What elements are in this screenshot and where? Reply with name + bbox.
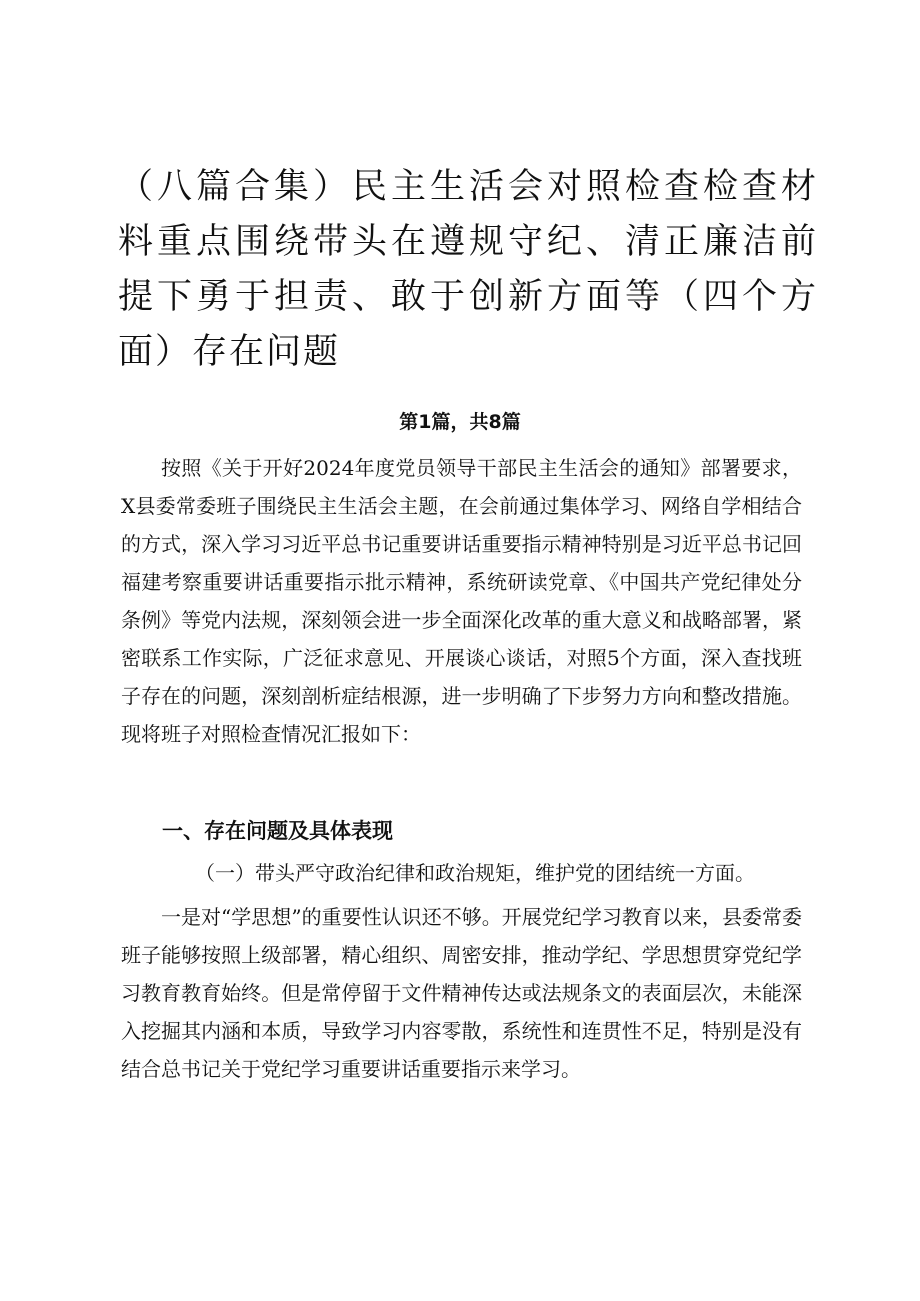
subsection-heading: （一）带头严守政治纪律和政治规矩，维护党的团结统一方面。	[195, 861, 755, 885]
point-paragraph: 一是对“学思想”的重要性认识还不够。开展党纪学习教育以来，县委常委班子能够按照上级部署，精心组织、周密安排，推动学纪、学思想贯穿党纪学习教育教育始终。但是常停留于文件精神传达或法规条文的表面层次，未能深入挖掘其内涵和本质，导致学习内容零散，系统性和连贯性不足，特别是没有结合总书记关于党纪学习重要讲话重要指示来学习。	[121, 905, 802, 1081]
intro-paragraph: 按照《关于开好2024年度党员领导干部民主生活会的通知》部署要求，X县委常委班子围绕民主生活会主题，在会前通过集体学习、网络自学相结合的方式，深入学习习近平总书记重要讲话重要指示精神特别是习近平总书记回福建考察重要讲话重要指示批示精神，系统研读党章、《中国共产党纪律处分条例》等党内法规，深刻领会进一步全面深化改革的重大意义和战略部署，紧密联系工作实际，广泛征求意见、开展谈心谈话，对照5个方面，深入查找班子存在的问题，深刻剖析症结根源，进一步明确了下步努力方向和整改措施。现将班子对照检查情况汇报如下：	[121, 456, 802, 746]
document-title: （八篇合集）民主生活会对照检查检查材料重点围绕带头在遵规守纪、清正廉洁前提下勇于担责、敢于创新方面等（四个方面）存在问题	[118, 167, 818, 372]
section-heading: 一、存在问题及具体表现	[162, 819, 393, 843]
part-label: 第1篇，共8篇	[399, 411, 521, 433]
